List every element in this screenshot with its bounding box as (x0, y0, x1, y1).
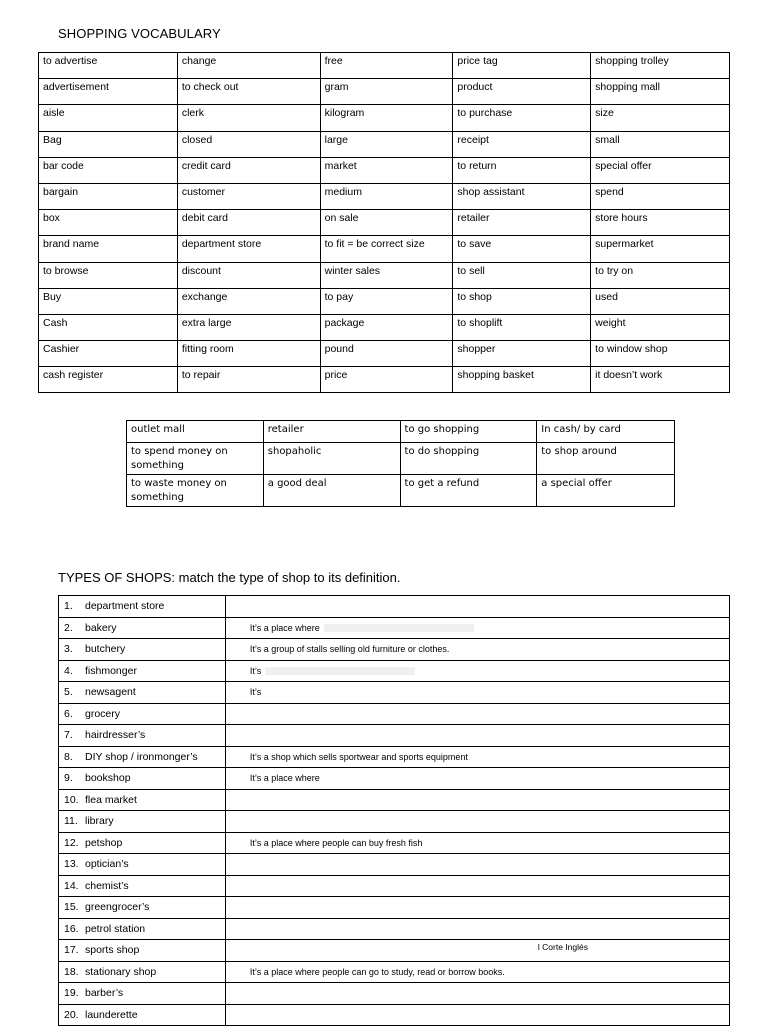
shop-number: 9. (64, 772, 73, 785)
shop-name-cell (59, 789, 226, 811)
vocabulary-cell: to fit = be correct size (320, 236, 453, 262)
shop-name: bakery (85, 621, 117, 634)
vocabulary-row (39, 105, 730, 131)
vocabulary-cell: market (320, 157, 453, 183)
shop-row (59, 1004, 730, 1026)
shop-name: petshop (85, 836, 123, 849)
vocabulary-cell: to pay (320, 288, 453, 314)
shop-row (59, 811, 730, 833)
vocabulary-row (39, 157, 730, 183)
vocabulary-cell: receipt (453, 131, 591, 157)
vocabulary-row (39, 236, 730, 262)
phrase-cell: to do shopping (400, 443, 537, 475)
shop-row (59, 832, 730, 854)
vocabulary-cell: to return (453, 157, 591, 183)
vocabulary-cell: department store (177, 236, 320, 262)
shop-definition: It’s a place where (249, 622, 320, 633)
vocabulary-cell: on sale (320, 210, 453, 236)
shop-definition-cell[interactable] (225, 596, 729, 618)
vocabulary-cell: store hours (591, 210, 730, 236)
vocabulary-cell: Bag (39, 131, 178, 157)
vocabulary-cell: bargain (39, 183, 178, 209)
faded-text-placeholder (324, 624, 474, 632)
shop-row (59, 854, 730, 876)
shop-name: chemist’s (85, 879, 129, 892)
vocabulary-cell: to check out (177, 79, 320, 105)
shop-name: barber’s (85, 987, 124, 1000)
vocabulary-cell: shopper (453, 341, 591, 367)
vocabulary-title: SHOPPING VOCABULARY (58, 26, 221, 41)
shop-definition-cell[interactable] (225, 639, 729, 661)
shop-definition: It’s a place where people can go to study, read or borrow books. (249, 966, 505, 977)
vocabulary-cell: cash register (39, 367, 178, 393)
shop-number: 19. (64, 987, 79, 1000)
shop-name-cell (59, 811, 226, 833)
shop-number: 6. (64, 707, 73, 720)
vocabulary-cell: to purchase (453, 105, 591, 131)
phrase-cell: retailer (263, 421, 400, 443)
shop-number: 13. (64, 858, 79, 871)
shops-title: TYPES OF SHOPS: match the type of shop to its definition. (58, 570, 401, 585)
vocabulary-cell: gram (320, 79, 453, 105)
phrase-cell: a special offer (537, 475, 675, 507)
vocabulary-cell: exchange (177, 288, 320, 314)
shop-number: 3. (64, 643, 73, 656)
shop-definition-cell[interactable] (225, 811, 729, 833)
vocabulary-cell: price tag (453, 53, 591, 79)
vocabulary-cell: kilogram (320, 105, 453, 131)
shop-name-cell (59, 703, 226, 725)
shop-row (59, 682, 730, 704)
shop-number: 2. (64, 621, 73, 634)
shop-definition: It’s (249, 687, 262, 698)
vocabulary-cell: closed (177, 131, 320, 157)
vocabulary-row (39, 79, 730, 105)
shop-row (59, 617, 730, 639)
vocabulary-row (39, 367, 730, 393)
shop-definition-cell[interactable] (225, 617, 729, 639)
shop-name: stationary shop (85, 965, 157, 978)
shop-definition: It’s a shop which sells sportwear and sports equipment (249, 751, 468, 762)
shop-number: 11. (64, 815, 78, 828)
shop-name-cell (59, 961, 226, 983)
shop-definition-cell[interactable] (225, 660, 729, 682)
shop-definition-cell[interactable] (225, 983, 729, 1005)
shop-row (59, 639, 730, 661)
shop-name: newsagent (85, 686, 136, 699)
vocabulary-cell: credit card (177, 157, 320, 183)
shop-name-cell (59, 746, 226, 768)
phrases-row (127, 421, 675, 443)
phrase-cell: outlet mall (127, 421, 264, 443)
phrase-cell: to go shopping (400, 421, 537, 443)
shop-name-cell (59, 832, 226, 854)
shop-name: grocery (85, 707, 121, 720)
shop-name-cell (59, 725, 226, 747)
shop-definition-cell[interactable] (225, 918, 729, 940)
shop-number: 16. (64, 922, 79, 935)
shop-row (59, 918, 730, 940)
shop-row (59, 875, 730, 897)
vocabulary-cell: to window shop (591, 341, 730, 367)
vocabulary-cell: large (320, 131, 453, 157)
vocabulary-cell: box (39, 210, 178, 236)
vocabulary-cell: to advertise (39, 53, 178, 79)
shop-name-cell (59, 617, 226, 639)
shop-row (59, 961, 730, 983)
vocabulary-cell: advertisement (39, 79, 178, 105)
shop-definition-cell[interactable] (225, 940, 729, 962)
shop-definition-cell[interactable] (225, 703, 729, 725)
shop-definition-cell[interactable] (225, 875, 729, 897)
shop-number: 7. (64, 729, 73, 742)
phrase-cell: to get a refund (400, 475, 537, 507)
shop-definition-cell[interactable] (225, 1004, 729, 1026)
shop-number: 15. (64, 901, 79, 914)
shop-definition: It’s a group of stalls selling old furniture or clothes. (249, 644, 450, 655)
shop-number: 14. (64, 879, 79, 892)
vocabulary-row (39, 210, 730, 236)
shop-row (59, 983, 730, 1005)
vocabulary-cell: small (591, 131, 730, 157)
shop-name-cell (59, 596, 226, 618)
shop-number: 12. (64, 836, 79, 849)
vocabulary-cell: medium (320, 183, 453, 209)
vocabulary-cell: bar code (39, 157, 178, 183)
vocabulary-cell: to repair (177, 367, 320, 393)
shop-definition-cell[interactable] (225, 854, 729, 876)
vocabulary-cell: free (320, 53, 453, 79)
vocabulary-cell: to save (453, 236, 591, 262)
vocabulary-cell: shopping trolley (591, 53, 730, 79)
shop-name-cell (59, 768, 226, 790)
vocabulary-cell: extra large (177, 314, 320, 340)
shop-definition: It’s a place where (249, 773, 320, 784)
shop-name: hairdresser’s (85, 729, 146, 742)
vocabulary-cell: it doesn’t work (591, 367, 730, 393)
faded-text-placeholder (265, 667, 415, 675)
shop-name-cell (59, 1004, 226, 1026)
shop-name-cell (59, 983, 226, 1005)
shop-definition-cell[interactable] (225, 682, 729, 704)
vocabulary-cell: aisle (39, 105, 178, 131)
shop-name-cell (59, 660, 226, 682)
shop-row (59, 746, 730, 768)
shop-number: 17. (64, 944, 79, 957)
vocabulary-cell: change (177, 53, 320, 79)
vocabulary-table (38, 52, 730, 393)
vocabulary-cell: pound (320, 341, 453, 367)
shop-row (59, 789, 730, 811)
shop-definition-cell[interactable] (225, 897, 729, 919)
vocabulary-cell: shop assistant (453, 183, 591, 209)
shop-definition-cell[interactable] (225, 746, 729, 768)
shop-name: DIY shop / ironmonger’s (85, 750, 198, 763)
shop-row (59, 596, 730, 618)
shop-name: butchery (85, 643, 126, 656)
shop-definition: It’s a place where people can buy fresh fish (249, 837, 423, 848)
vocabulary-cell: special offer (591, 157, 730, 183)
shop-name: petrol station (85, 922, 146, 935)
shop-number: 18. (64, 965, 79, 978)
shop-name: launderette (85, 1008, 138, 1021)
shop-name-cell (59, 682, 226, 704)
vocabulary-cell: used (591, 288, 730, 314)
vocabulary-cell: debit card (177, 210, 320, 236)
vocabulary-cell: to shoplift (453, 314, 591, 340)
shop-number: 8. (64, 750, 73, 763)
shop-definition-cell[interactable] (225, 961, 729, 983)
shop-number: 4. (64, 664, 73, 677)
vocabulary-cell: supermarket (591, 236, 730, 262)
shop-row (59, 897, 730, 919)
phrase-cell: to shop around (537, 443, 675, 475)
vocabulary-row (39, 53, 730, 79)
shop-note: l Corte Inglés (537, 942, 589, 952)
phrases-table (126, 420, 675, 507)
vocabulary-cell: brand name (39, 236, 178, 262)
shop-name: department store (85, 600, 165, 613)
vocabulary-cell: to shop (453, 288, 591, 314)
vocabulary-row (39, 288, 730, 314)
vocabulary-cell: Cashier (39, 341, 178, 367)
shop-definition-cell[interactable] (225, 768, 729, 790)
shop-number: 5. (64, 686, 73, 699)
shop-name: fishmonger (85, 664, 137, 677)
vocabulary-cell: spend (591, 183, 730, 209)
vocabulary-cell: Buy (39, 288, 178, 314)
shops-table (58, 595, 730, 1026)
vocabulary-cell: shopping basket (453, 367, 591, 393)
shop-definition: It’s (249, 665, 262, 676)
shop-row (59, 725, 730, 747)
phrase-cell: to spend money on something (127, 443, 264, 475)
vocabulary-cell: retailer (453, 210, 591, 236)
phrases-row (127, 475, 675, 507)
vocabulary-cell: product (453, 79, 591, 105)
vocabulary-cell: to browse (39, 262, 178, 288)
shop-name-cell (59, 918, 226, 940)
vocabulary-cell: discount (177, 262, 320, 288)
shop-name: optician’s (85, 858, 129, 871)
vocabulary-row (39, 131, 730, 157)
shop-row (59, 703, 730, 725)
vocabulary-cell: to sell (453, 262, 591, 288)
shop-name-cell (59, 639, 226, 661)
vocabulary-cell: shopping mall (591, 79, 730, 105)
shop-definition-cell[interactable] (225, 832, 729, 854)
vocabulary-cell: price (320, 367, 453, 393)
vocabulary-row (39, 262, 730, 288)
shop-row (59, 768, 730, 790)
vocabulary-cell: winter sales (320, 262, 453, 288)
shop-number: 1. (64, 600, 73, 613)
shop-name: library (85, 815, 114, 828)
shop-name-cell (59, 940, 226, 962)
shop-name: sports shop (85, 944, 140, 957)
phrases-row (127, 443, 675, 475)
vocabulary-row (39, 341, 730, 367)
shop-definition-cell[interactable] (225, 725, 729, 747)
phrase-cell: In cash/ by card (537, 421, 675, 443)
vocabulary-cell: customer (177, 183, 320, 209)
shop-row (59, 660, 730, 682)
vocabulary-cell: package (320, 314, 453, 340)
vocabulary-cell: to try on (591, 262, 730, 288)
shop-name: bookshop (85, 772, 131, 785)
vocabulary-cell: weight (591, 314, 730, 340)
shop-name: greengrocer’s (85, 901, 150, 914)
shop-name-cell (59, 875, 226, 897)
vocabulary-row (39, 314, 730, 340)
shop-number: 20. (64, 1008, 79, 1021)
vocabulary-row (39, 183, 730, 209)
phrase-cell: a good deal (263, 475, 400, 507)
shop-number: 10. (64, 793, 79, 806)
shop-name-cell (59, 854, 226, 876)
phrase-cell: shopaholic (263, 443, 400, 475)
vocabulary-cell: clerk (177, 105, 320, 131)
vocabulary-cell: Cash (39, 314, 178, 340)
shop-row (59, 940, 730, 962)
shop-name-cell (59, 897, 226, 919)
vocabulary-cell: fitting room (177, 341, 320, 367)
shop-name: flea market (85, 793, 137, 806)
vocabulary-cell: size (591, 105, 730, 131)
shop-definition-cell[interactable] (225, 789, 729, 811)
phrase-cell: to waste money on something (127, 475, 264, 507)
